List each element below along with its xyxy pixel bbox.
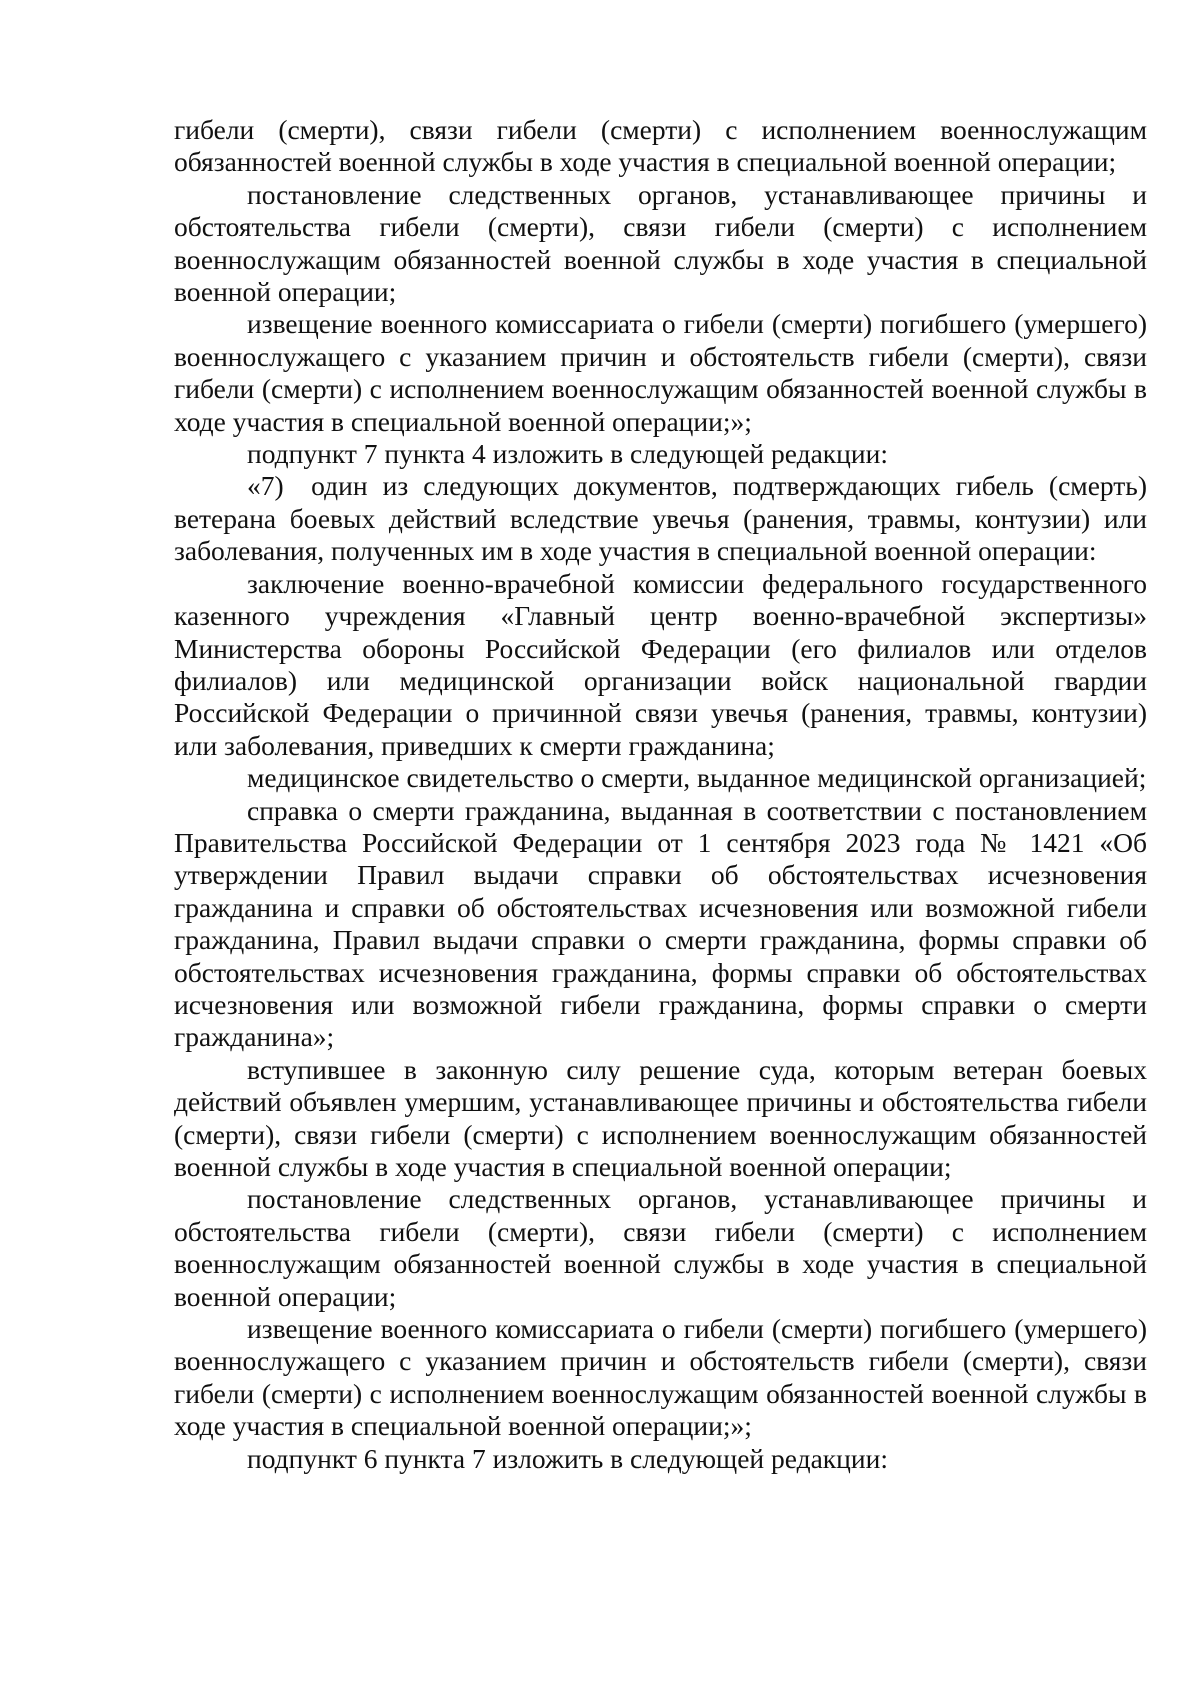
paragraph-investigative-resolution-2: постановление следственных органов, устанавливающее причины и обстоятельства гибели (смерти), связи гибели (смерти) с исполнением военнослужащим обязанностей военной службы в ходе участия в специальной военной операции; [174,1183,1147,1312]
document-body [174,114,1147,1475]
paragraph-continuation: гибели (смерти), связи гибели (смерти) с исполнением военнослужащим обязанностей военной службы в ходе участия в специальной военной операции; [174,114,1147,178]
paragraph-medical-commission: заключение военно-врачебной комиссии федерального государственного казенного учреждения «Главный центр военно-врачебной экспертизы» Министерства обороны Российской Федерации (его филиалов или отделов филиалов) или медицинской организации войск национальной гвардии Российской Федерации о причинной связи увечья (ранения, травмы, контузии) или заболевания, приведших к смерти гражданина; [174,567,1147,761]
paragraph-death-certificate: медицинское свидетельство о смерти, выданное медицинской организацией; [247,762,1147,794]
paragraph-amendment-subpoint-6: подпункт 6 пункта 7 изложить в следующей редакции: [247,1442,888,1474]
paragraph-death-reference: справка о смерти гражданина, выданная в соответствии с постановлением Правительства Российской Федерации от 1 сентября 2023 года № 1421 «Об утверждении Правил выдачи справки об обстоятельствах исчезновения гражданина и справки об обстоятельствах исчезновения или возможной гибели гражданина, Правил выдачи справки о смерти гражданина, формы справки об обстоятельствах исчезновения гражданина, формы справки об обстоятельствах исчезновения или возможной гибели гражданина, формы справки о смерти гражданина»; [174,794,1147,1053]
paragraph-military-notice-2: извещение военного комиссариата о гибели (смерти) погибшего (умершего) военнослужащего с указанием причин и обстоятельств гибели (смерти), связи гибели (смерти) с исполнением военнослужащим обязанностей военной службы в ходе участия в специальной военной операции;»; [174,1313,1147,1442]
paragraph-investigative-resolution: постановление следственных органов, устанавливающее причины и обстоятельства гибели (смерти), связи гибели (смерти) с исполнением военнослужащим обязанностей военной службы в ходе участия в специальной военной операции; [174,178,1147,308]
paragraph-court-decision: вступившее в законную силу решение суда, которым ветеран боевых действий объявлен умершим, устанавливающее причины и обстоятельства гибели (смерти), связи гибели (смерти) с исполнением военнослужащим обязанностей военной службы в ходе участия в специальной военной операции; [174,1053,1147,1182]
paragraph-amendment-subpoint-7: подпункт 7 пункта 4 изложить в следующей редакции: [247,438,888,470]
paragraph-item-7: «7) один из следующих документов, подтверждающих гибель (смерть) ветерана боевых действий вследствие увечья (ранения, травмы, контузии) или заболевания, полученных им в ходе участия в специальной военной операции: [174,470,1147,567]
paragraph-military-notice: извещение военного комиссариата о гибели (смерти) погибшего (умершего) военнослужащего с указанием причин и обстоятельств гибели (смерти), связи гибели (смерти) с исполнением военнослужащим обязанностей военной службы в ходе участия в специальной военной операции;»; [174,308,1147,437]
